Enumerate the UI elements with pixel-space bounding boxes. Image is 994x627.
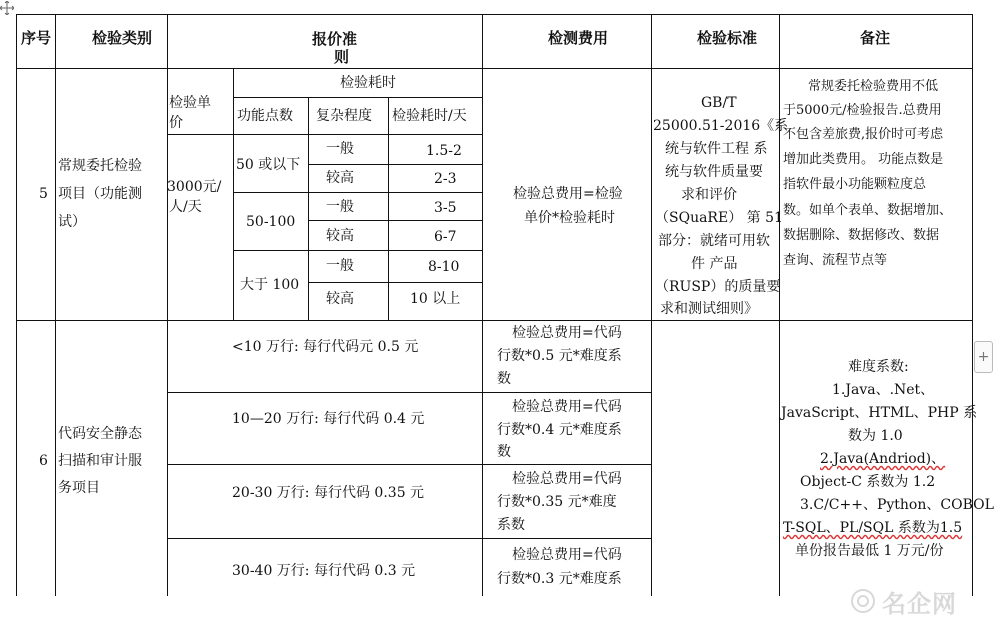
tier-fee-line: 检验总费用=代码 xyxy=(512,547,622,563)
unit-price-value: 人/天 xyxy=(169,199,202,215)
tier-quote: 30-40 万行: 每行代码 0.3 元 xyxy=(232,563,416,579)
header-quote-line1: 报价准 xyxy=(312,30,358,48)
row6-seq: 6 xyxy=(39,453,48,469)
row5-seq: 5 xyxy=(39,186,48,202)
tier-quote: 20-30 万行: 每行代码 0.35 元 xyxy=(232,485,425,501)
tier-fee-line: 检验总费用=代码 xyxy=(512,325,622,341)
row5-remark-line: 常规委托检验费用不低 xyxy=(808,79,939,94)
header-standard: 检验标准 xyxy=(697,29,758,47)
row5-fee-line: 检验总费用=检验 xyxy=(513,186,623,202)
days-cell: 10 以上 xyxy=(410,291,461,307)
unit-price-label: 价 xyxy=(169,115,183,131)
tier-fee-line: 行数*0.35 元*难度 xyxy=(497,494,617,510)
row5-remark-line: 数。如单个表单、数据增加、 xyxy=(783,203,953,218)
header-seq: 序号 xyxy=(21,29,52,47)
row5-remark-line: 增加此类费用。 功能点数是 xyxy=(783,152,944,167)
tier-fee-line: 行数*0.3 元*难度系 xyxy=(497,571,622,587)
row5-category-line: 项目（功能测 xyxy=(58,186,142,202)
complexity-cell: 一般 xyxy=(326,258,354,274)
days-cell: 6-7 xyxy=(434,229,457,245)
add-row-button[interactable]: + xyxy=(974,341,993,373)
row5-standard-line: 件 产品 xyxy=(691,256,738,272)
row5-standard-line: （SQuaRE） 第 51 xyxy=(655,210,783,226)
watermark-logo-icon xyxy=(850,588,876,614)
row6-remark-line: 1.Java、.Net、 xyxy=(832,382,935,398)
days-cell: 2-3 xyxy=(434,171,457,187)
row6-remark-line: Object-C 系数为 1.2 xyxy=(800,474,936,490)
unit-price-label: 检验单 xyxy=(169,95,211,111)
days-cell: 3-5 xyxy=(434,200,457,216)
subheader-complexity: 复杂程度 xyxy=(316,108,372,124)
row5-fee-line: 单价*检验耗时 xyxy=(524,210,615,226)
row5-standard-line: GB/T xyxy=(701,95,737,111)
row5-standard-line: 统与软件工程 系 xyxy=(665,141,768,157)
points-group: 50-100 xyxy=(246,214,296,230)
row5-category-line: 常规委托检验 xyxy=(58,158,142,174)
row6-category-line: 代码安全静态 xyxy=(58,426,142,442)
tier-fee-line: 检验总费用=代码 xyxy=(512,399,622,415)
points-group: 大于 100 xyxy=(240,277,300,293)
row6-remark-line: 2.Java(Andriod)、 xyxy=(820,451,946,467)
complexity-cell: 一般 xyxy=(326,199,354,215)
row5-category-line: 试） xyxy=(58,214,86,230)
complexity-cell: 较高 xyxy=(326,291,354,307)
row5-remark-line: 查询、流程节点等 xyxy=(783,253,888,268)
complexity-cell: 较高 xyxy=(326,170,354,186)
header-category: 检验类别 xyxy=(92,29,153,47)
tier-fee-line: 行数*0.5 元*难度系 xyxy=(497,348,622,364)
row5-standard-line: 25000.51-2016《系 xyxy=(653,118,789,134)
tier-fee-line: 系数 xyxy=(497,517,525,533)
row5-remark-line: 数据删除、数据修改、数据 xyxy=(783,228,940,243)
time-header: 检验耗时 xyxy=(340,75,396,91)
row5-standard-line: 统与软件质量要 xyxy=(665,164,763,180)
row6-remark-line: T-SQL、PL/SQL 系数为1.5 xyxy=(783,520,963,536)
row6-remark-line: 数为 1.0 xyxy=(848,428,903,444)
row5-standard-line: 部分：就绪可用软 xyxy=(658,233,770,249)
row6-remark-line: 难度系数: xyxy=(848,359,909,375)
header-fee: 检测费用 xyxy=(548,29,609,47)
tier-quote: 10—20 万行: 每行代码 0.4 元 xyxy=(232,411,425,427)
points-group: 50 或以下 xyxy=(236,157,301,173)
tier-fee-line: 行数*0.4 元*难度系 xyxy=(497,422,622,438)
row5-standard-line: （RUSP）的质量要 xyxy=(655,279,781,295)
row5-remark-line: 不包含差旅费,报价时可考虑 xyxy=(783,127,944,142)
row6-remark-line: 3.C/C++、Python、COBOL xyxy=(800,497,994,513)
complexity-cell: 一般 xyxy=(326,141,354,157)
subheader-points: 功能点数 xyxy=(237,108,293,124)
row6-remark-line: JavaScript、HTML、PHP 系 xyxy=(781,405,978,421)
days-cell: 1.5-2 xyxy=(426,143,462,159)
row5-remark-line: 指软件最小功能颗粒度总 xyxy=(783,177,927,192)
row5-standard-line: 求和测试细则》 xyxy=(660,301,758,317)
row6-category-line: 务项目 xyxy=(58,480,100,496)
unit-price-value: 3000元/ xyxy=(167,179,222,195)
tier-quote: <10 万行: 每行代码元 0.5 元 xyxy=(232,339,419,355)
tier-fee-line: 数 xyxy=(497,371,511,387)
row6-remark-line: 单份报告最低 1 万元/份 xyxy=(795,543,944,559)
row5-standard-line: 求和评价 xyxy=(681,187,737,203)
row6-category-line: 扫描和审计服 xyxy=(58,453,142,469)
subheader-days: 检验耗时/天 xyxy=(392,108,467,124)
header-quote-line2: 则 xyxy=(334,48,350,66)
watermark-text: 名企网 xyxy=(882,589,957,618)
table-move-handle-icon[interactable] xyxy=(0,0,14,14)
tier-fee-line: 数 xyxy=(497,444,511,460)
header-remark: 备注 xyxy=(860,29,891,47)
tier-fee-line: 检验总费用=代码 xyxy=(512,471,622,487)
complexity-cell: 较高 xyxy=(326,228,354,244)
watermark xyxy=(850,584,985,618)
row5-remark-line: 于5000元/检验报告.总费用 xyxy=(783,103,942,118)
days-cell: 8-10 xyxy=(428,259,460,275)
